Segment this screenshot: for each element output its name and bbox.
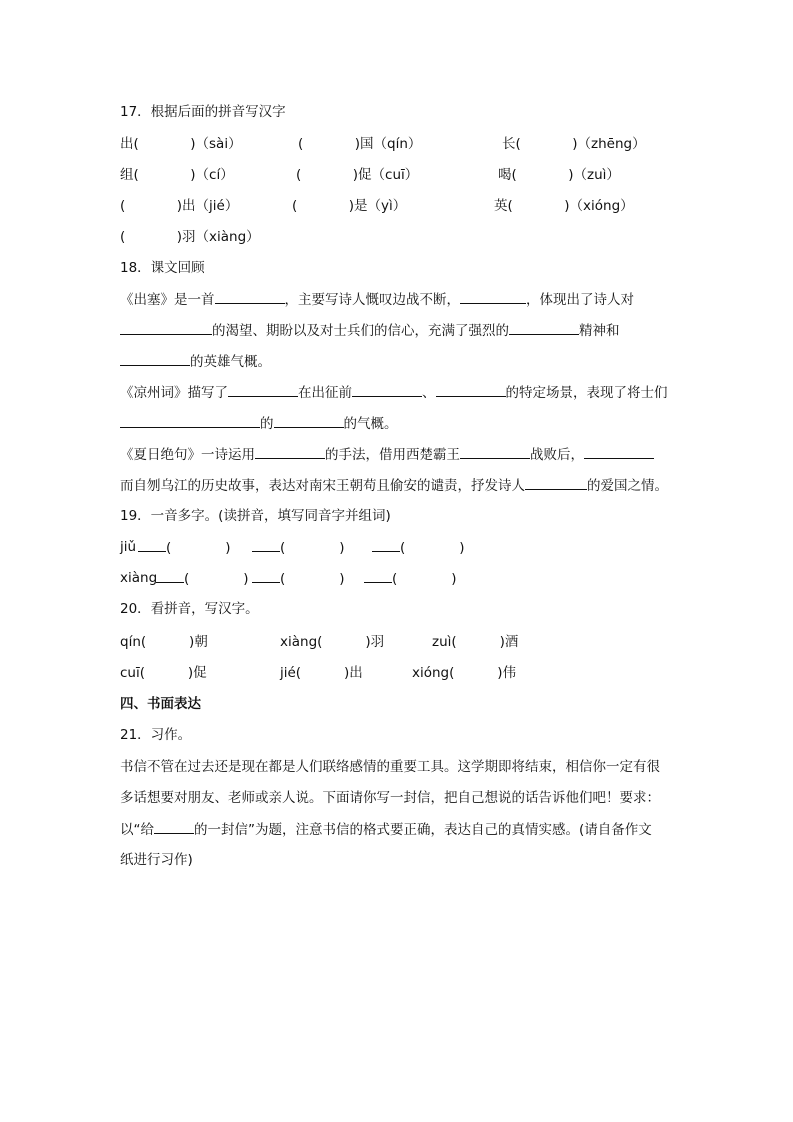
q17-r3-c1: ( )出（jié）: [120, 198, 239, 214]
q17-r2-c3: 喝( )（zuì）: [498, 167, 620, 183]
q17-r2-c1: 组( )（cí）: [120, 167, 234, 183]
q19-row2-item3: ( ): [364, 568, 457, 589]
blank[interactable]: [252, 568, 280, 583]
q19-row2-item2: ( ): [252, 568, 345, 589]
q18-s3-e: 的爱国之情。: [587, 478, 668, 494]
q20-r1-c1: qín( )朝: [120, 634, 208, 650]
q19-row2-item1: ( ): [156, 568, 249, 589]
q18-s1-f: 的英雄气概。: [190, 354, 271, 370]
blank[interactable]: [364, 568, 392, 583]
blank[interactable]: [120, 351, 190, 366]
q19-row1-item2: ( ): [252, 537, 345, 558]
q21-title: 21．习作。: [120, 727, 192, 743]
q18-s2-b: 在出征前: [298, 385, 352, 401]
blank[interactable]: [460, 289, 526, 304]
q18-s2-a: 《凉州词》描写了: [120, 385, 228, 401]
section-heading: 四、书面表达: [120, 696, 201, 712]
q17-title: 17．根据后面的拼音写汉字: [120, 104, 286, 120]
q17-r3-c2: ( )是（yì）: [292, 198, 407, 214]
blank[interactable]: [156, 568, 184, 583]
blank[interactable]: [228, 382, 298, 397]
q18-s1-a: 《出塞》是一首: [120, 292, 215, 308]
blank[interactable]: [372, 537, 400, 552]
q17-r1-c1: 出( )（sài）: [120, 136, 242, 152]
q20-r2-c2: jié( )出: [280, 665, 363, 681]
q18-s2-e: 的: [260, 416, 274, 432]
blank[interactable]: [255, 444, 325, 459]
blank[interactable]: [215, 289, 285, 304]
q21-line1: 书信不管在过去还是现在都是人们联络感情的重要工具。这学期即将结束，相信你一定有很: [120, 759, 660, 775]
q21-line3a: 以“给: [120, 822, 154, 838]
q18-s2-line2: [120, 413, 398, 434]
q18-s2-d: 的特定场景，表现了将士们: [505, 385, 668, 401]
q21-line2: 多话想要对朋友、老师或亲人说。下面请你写一封信，把自己想说的话告诉他们吧！要求：: [120, 790, 660, 806]
q21-line3b: 的一封信”为题，注意书信的格式要正确，表达自己的真情实感。(请自备作文: [194, 822, 652, 838]
q18-s3-c: 战败后，: [530, 447, 584, 463]
q18-s1-b: ，主要写诗人慨叹边战不断，: [284, 292, 460, 308]
q18-s1-line3: [120, 351, 271, 372]
blank[interactable]: [120, 413, 260, 428]
q17-r3-c3: 英( )（xióng）: [494, 198, 634, 214]
q18-s1-line2: [120, 320, 620, 341]
q18-s3-a: 《夏日绝句》一诗运用: [120, 447, 255, 463]
blank[interactable]: [252, 537, 280, 552]
q20-r1-c3: zuì( )酒: [432, 634, 519, 650]
q19-title: 19．一音多字。(读拼音，填写同音字并组词): [120, 508, 391, 524]
q18-s3-line2: [120, 475, 668, 496]
q21-line3: [120, 819, 652, 840]
blank[interactable]: [352, 382, 422, 397]
q17-r4-c1: ( )羽（xiàng）: [120, 229, 260, 245]
q20-r2-c1: cuī( )促: [120, 665, 207, 681]
q19-row1-label: jiǔ: [120, 539, 137, 555]
q19-row2-label: xiàng: [120, 570, 158, 586]
q18-s2-c: 、: [422, 385, 436, 401]
blank[interactable]: [460, 444, 530, 459]
q18-s1-line1: [120, 289, 634, 310]
q18-s3-line1: [120, 444, 654, 465]
blank[interactable]: [584, 444, 654, 459]
blank[interactable]: [120, 320, 212, 335]
q18-s2-line1: [120, 382, 668, 403]
blank[interactable]: [525, 475, 587, 490]
q20-r1-c2: xiàng( )羽: [280, 634, 385, 650]
q19-row1-item3: ( ): [372, 537, 465, 558]
q18-s3-b: 的手法，借用西楚霸王: [325, 447, 460, 463]
q18-s1-c: ，体现出了诗人对: [526, 292, 634, 308]
q18-s1-d: 的渴望、期盼以及对士兵们的信心，充满了强烈的: [212, 323, 509, 339]
blank[interactable]: [274, 413, 344, 428]
blank[interactable]: [138, 537, 166, 552]
q20-title: 20．看拼音，写汉字。: [120, 601, 259, 617]
q17-r1-c3: 长( )（zhēng）: [502, 136, 646, 152]
blank[interactable]: [436, 382, 506, 397]
q19-row1-item1: ( ): [138, 537, 231, 558]
q17-r1-c2: ( )国（qín）: [298, 136, 422, 152]
q18-s3-d: 而自刎乌江的历史故事，表达对南宋王朝苟且偷安的谴责，抒发诗人: [120, 478, 525, 494]
blank[interactable]: [154, 819, 194, 834]
q20-r2-c3: xióng( )伟: [412, 665, 517, 681]
q21-line4: 纸进行习作): [120, 852, 193, 868]
q18-s1-e: 精神和: [579, 323, 620, 339]
blank[interactable]: [509, 320, 579, 335]
q18-title: 18．课文回顾: [120, 260, 205, 276]
q17-r2-c2: ( )促（cuī）: [296, 167, 419, 183]
q18-s2-f: 的气概。: [343, 416, 398, 432]
